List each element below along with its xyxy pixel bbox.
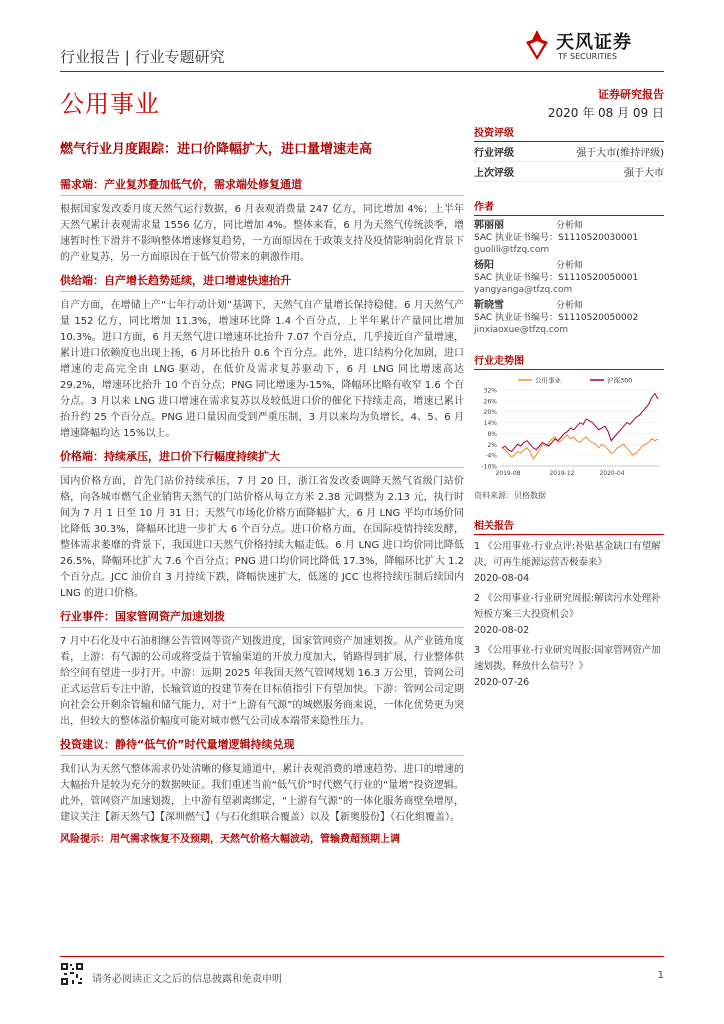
chart-source: 资料来源：贝格数据 xyxy=(474,491,546,500)
y-tick-label: 14% xyxy=(483,420,497,428)
author-role: 分析师 xyxy=(556,261,584,271)
section-price xyxy=(60,448,464,602)
y-tick-label: 20% xyxy=(483,409,497,417)
author-email[interactable]: jinxiaoxue@tfzq.com xyxy=(474,325,569,335)
related-report[interactable] xyxy=(474,591,664,639)
section-paragraph: 我们认为天然气整体需求仍处清晰的修复通道中，累计表观消费的增速趋势、进口的增速的大幅抬升是较为充分的数据映证。我们重述当前“低气价”时代燃气行业的“量增”投资逻辑。此外，管网资产加速划拨，上中游有望剥离绑定，“上游有气源”的一体化服务商壁垒增厚，建议关注【新天然气】【深圳燃气】（与石化组联合覆盖）以及【新奥股份】（石化组覆盖）。 xyxy=(60,764,464,823)
related-heading: 相关报告 xyxy=(474,515,664,535)
related-date: 2020-08-02 xyxy=(474,625,530,636)
logo-icon xyxy=(520,28,554,62)
rating-key: 上次评级 xyxy=(474,168,514,179)
legend-label: 公用事业 xyxy=(535,376,561,385)
author-sac: SAC 执业证书编号：S1110520050001 xyxy=(474,273,639,283)
section-heading: 投资建议：静待“低气价”时代量增逻辑持续兑现 xyxy=(60,736,464,756)
section-paragraph: 自产方面，在增储上产“七年行动计划”基调下，天然气自产量增长保持稳健。6 月天然气产量 152 亿方，同比增加 11.3%，增速环比降 1.4 个百分点，上半年累计产量同比增加 10.3%。进口方面，6 月天然气进口增速环比抬升 7.07 个百分点，几乎接近自产量增速，累计进口依赖度也出现上扬，6 月环比抬升 0.6 个百分点。此外，进口结构分化加剧，进口增速的走高完全由 LNG 驱动，在低价及需求复苏驱动下，6 月 LNG 同比增速高达 29.2%，增速环比抬升 10 个百分点；PNG 同比增速为-15%，降幅环比略有收窄 1.6 个百分点。3 月以来 LNG 进口增速在需求复苏以及较低进口价的催化下持续走高，增速已累计抬升约 25 个百分点。PNG 进口量因而受到严重压制，3 月以来均为负增长，4、5、6 月增速降幅均达 15%以上。 xyxy=(60,300,464,439)
author-entry xyxy=(474,220,664,256)
author-role: 分析师 xyxy=(556,221,584,231)
section-heading: 价格端：持续承压，进口价下行幅度持续扩大 xyxy=(60,448,464,468)
author-role: 分析师 xyxy=(556,301,584,311)
report-date: 2020 年 08 月 09 日 xyxy=(547,106,664,120)
x-tick-label: 2020-04 xyxy=(599,470,625,477)
footer-divider xyxy=(60,956,664,957)
related-report[interactable] xyxy=(474,539,664,587)
section-demand xyxy=(60,176,464,266)
footer-disclaimer: 请务必阅读正文之后的信息披露和免责申明 xyxy=(92,974,282,985)
related-date: 2020-07-26 xyxy=(474,677,530,688)
author-name: 郭丽丽 xyxy=(474,220,504,231)
author-name: 杨阳 xyxy=(474,260,494,271)
authors-heading: 作者 xyxy=(474,196,664,216)
section-heading: 需求端：产业复苏叠加低气价，需求端处修复通道 xyxy=(60,176,464,196)
company-logo xyxy=(520,20,670,72)
section-supply xyxy=(60,272,464,442)
rating-row xyxy=(474,162,664,182)
report-category: 行业报告 | 行业专题研究 xyxy=(60,48,225,66)
section-heading: 供给端：自产增长趋势延续，进口增速快速抬升 xyxy=(60,272,464,292)
section-investment xyxy=(60,736,464,848)
section-paragraph: 7 月中石化及中石油相继公告管网等资产划拨进度，国家管网资产加速划拨。从产业链角度看，上游：有气源的公司或将受益于管输渠道的开放力度加大，销路得到扩展，行业整体供给空间有望进一步打开。中游：远期 2025 年我国天然气管网规划 16.3 万公里，管网公司正式运营后专注中游，长输管道的投建节奏在目标值指引下有望加快。下游：管网公司定期向社会公开剩余管输和储气能力，对于“上游有气源”的城燃服务商来说，一体化优势更为突出，但较大的整体溢价幅度可能对城市燃气公司成本端带来隐性压力。 xyxy=(60,636,464,727)
sidebar xyxy=(474,122,664,691)
report-title: 燃气行业月度跟踪：进口价降幅扩大，进口量增速走高 xyxy=(60,142,373,157)
y-tick-label: 32% xyxy=(483,387,497,395)
header-divider xyxy=(60,71,664,72)
section-events xyxy=(60,608,464,730)
author-email[interactable]: yangyanga@tfzq.com xyxy=(474,285,573,295)
main-content xyxy=(60,176,464,854)
logo-name: 天风证券 xyxy=(556,32,632,53)
legend-label: 沪深300 xyxy=(607,376,633,385)
related-title[interactable]: 2 《公用事业-行业研究周报:解读污水处理补短板方案三大投资机会》 xyxy=(474,593,661,620)
rating-value: 强于大市 xyxy=(624,168,664,179)
y-tick-label: 8% xyxy=(487,430,497,438)
y-tick-label: 2% xyxy=(487,441,497,449)
logo-en: TF SECURITIES xyxy=(558,52,617,61)
rating-heading: 投资评级 xyxy=(474,122,664,142)
section-paragraph: 国内价格方面，首先门站价持续承压，7 月 20 日，浙江省发改委调降天然气省级门站价格，向各城市燃气企业销售天然气的门站价格从每立方米 2.38 元调整为 2.13 元，执行时间为 7 月 1 日至 10 月 31 日；天然气市场化价格方面降幅扩大，6 月 LNG 平均市场价同比降低 30.3%，降幅环比进一步扩大 6 个百分点。进口价格方面，在国际疫情持续发酵，整体需求萎靡的背景下，我国进口天然气价格持续大幅走低。6 月 LNG 进口均价同比降低 26.5%，降幅环比扩大 7.6 个百分点；PNG 进口均价同比降低 17.3%，降幅环比扩大 1.2 个百分点。JCC 油价自 3 月持续下跌，降幅快速扩大，低迷的 JCC 也将持续压制后续国内 LNG 的进口价格。 xyxy=(60,476,464,599)
related-title[interactable]: 1 《公用事业-行业点评:补贴基金缺口有望解决，可再生能源运营否极泰来》 xyxy=(474,541,661,568)
y-tick-label: -10% xyxy=(481,463,497,471)
section-paragraph: 根据国家发改委月度天然气运行数据，6 月表观消费量 247 亿方，同比增加 4%；上半年天然气累计表观需求量 1556 亿方，同比增加 4%。整体来看，6 月为天然气传统淡季，增速暂时性下滑并不影响整体增速修复趋势，一方面原因在于政策支持及疫情影响弱化背景下的产业复苏，另一方面原因在于低气价带来的刺激作用。 xyxy=(60,204,464,263)
page-number: 1 xyxy=(657,970,664,981)
x-tick-label: 2019-08 xyxy=(495,470,521,477)
qr-code-icon xyxy=(60,962,84,986)
trend-heading: 行业走势图 xyxy=(474,350,664,370)
trend-chart xyxy=(474,374,664,488)
section-heading: 行业事件：国家管网资产加速划拨 xyxy=(60,608,464,628)
sector-title: 公用事业 xyxy=(60,90,160,118)
rating-row xyxy=(474,142,664,162)
author-email[interactable]: guolili@tfzq.com xyxy=(474,245,550,255)
related-title[interactable]: 3 《公用事业-行业研究周报:国家管网资产加速划拨，释放什么信号？》 xyxy=(474,645,661,672)
author-sac: SAC 执业证书编号：S1110520030001 xyxy=(474,233,639,243)
author-entry xyxy=(474,300,664,336)
y-tick-label: 26% xyxy=(483,398,497,406)
author-entry xyxy=(474,260,664,296)
y-tick-label: -4% xyxy=(485,452,497,460)
rating-key: 行业评级 xyxy=(474,148,514,159)
author-sac: SAC 执业证书编号：S1110520050002 xyxy=(474,313,639,323)
author-name: 靳晓雪 xyxy=(474,300,504,311)
x-tick-label: 2019-12 xyxy=(549,470,575,477)
trend-chart-svg xyxy=(474,374,664,484)
related-report[interactable] xyxy=(474,643,664,691)
risk-warning: 风险提示：用气需求恢复不及预期，天然气价格大幅波动，管输费超预期上调 xyxy=(60,834,400,845)
rating-value: 强于大市(维持评级) xyxy=(576,148,664,159)
related-date: 2020-08-04 xyxy=(474,573,530,584)
report-type: 证券研究报告 xyxy=(598,88,664,101)
